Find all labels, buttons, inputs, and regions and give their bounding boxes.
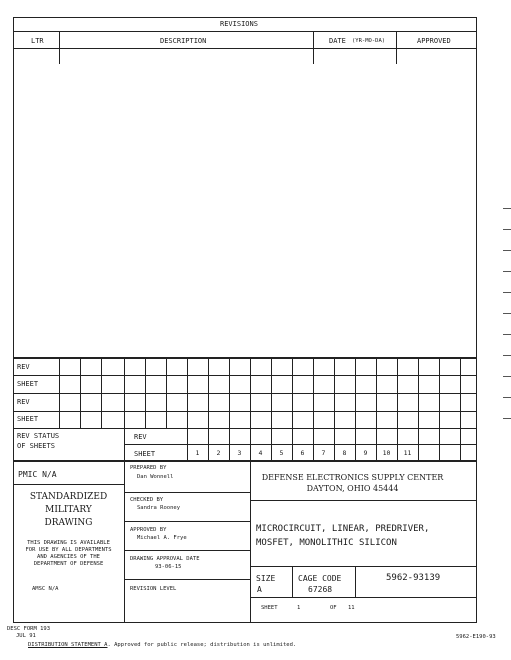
revisions-header-divider xyxy=(13,48,477,49)
edge-tick xyxy=(503,376,511,377)
of-sheets-label: OF SHEETS xyxy=(17,442,55,450)
sheet-number: 10 xyxy=(382,449,391,457)
approval-date-label: DRAWING APPROVAL DATE xyxy=(130,556,200,562)
document-number: 5962-93139 xyxy=(386,573,441,583)
title-block-divider xyxy=(124,579,250,580)
sheet-of-label: SHEET xyxy=(261,605,278,611)
sheet-number: 8 xyxy=(342,449,347,457)
status-grid-row-line xyxy=(13,411,477,412)
revisions-col-divider xyxy=(59,31,60,64)
status-row-label-rev-2: REV xyxy=(17,398,30,406)
sheet-number: 2 xyxy=(216,449,221,457)
sheet-label: SHEET xyxy=(134,450,156,458)
edge-tick xyxy=(503,334,511,335)
title-block-divider xyxy=(124,461,125,623)
status-grid-row-line xyxy=(13,393,477,394)
availability-line: DEPARTMENT OF DEFENSE xyxy=(33,561,104,567)
revisions-header-ltr: LTR xyxy=(31,37,44,45)
of-label: OF xyxy=(330,605,337,611)
distribution-statement xyxy=(28,643,296,649)
title-block-divider xyxy=(355,566,356,597)
sheet-number: 4 xyxy=(258,449,263,457)
sheet-number: 3 xyxy=(237,449,242,457)
rev-status-label: REV STATUS xyxy=(17,432,60,440)
title-block-divider xyxy=(124,492,250,493)
availability-line: THIS DRAWING IS AVAILABLE xyxy=(27,540,110,546)
edge-tick xyxy=(503,313,511,314)
status-grid-frame xyxy=(13,358,477,461)
status-grid-col-line xyxy=(229,358,230,461)
approval-date-value: 93-06-15 xyxy=(155,564,182,570)
status-grid-col-line xyxy=(59,358,60,428)
agency-location: DAYTON, OHIO 45444 xyxy=(306,484,399,493)
checked-by-name: Sandra Rooney xyxy=(137,505,181,511)
of-value: 11 xyxy=(348,605,355,611)
edge-tick xyxy=(503,397,511,398)
status-grid-col-line xyxy=(376,358,377,461)
amsc-label: AMSC N/A xyxy=(32,586,59,592)
status-grid-col-line xyxy=(124,358,125,461)
status-row-label-sheet-1: SHEET xyxy=(17,380,39,388)
form-number: DESC FORM 193 xyxy=(7,626,51,632)
availability-line: FOR USE BY ALL DEPARTMENTS xyxy=(25,547,112,553)
status-grid-col-line xyxy=(355,358,356,461)
status-grid-row-line xyxy=(13,375,477,376)
revisions-col-divider xyxy=(313,31,314,64)
title-block-divider xyxy=(250,566,477,567)
prepared-by-name: Dan Wonnell xyxy=(137,474,174,480)
status-grid-col-line xyxy=(313,358,314,461)
status-grid-row-line xyxy=(124,444,477,445)
cage-code-label: CAGE CODE xyxy=(298,574,342,583)
sheet-number: 1 xyxy=(195,449,200,457)
rev-label: REV xyxy=(134,433,147,441)
revisions-header-date: DATE xyxy=(329,37,346,45)
status-grid-col-line xyxy=(460,358,461,461)
cage-code-value: 67268 xyxy=(308,585,333,594)
edge-tick xyxy=(503,208,511,209)
standardized-label: STANDARDIZED xyxy=(29,492,108,502)
sheet-number: 6 xyxy=(300,449,305,457)
title-block-divider xyxy=(124,521,250,522)
approved-by-label: APPROVED BY xyxy=(130,527,167,533)
title-block-divider xyxy=(250,597,477,598)
distribution-statement-label: DISTRIBUTION STATEMENT A xyxy=(28,642,108,648)
sheet-number: 11 xyxy=(403,449,412,457)
drawing-label: DRAWING xyxy=(44,518,93,528)
status-grid-col-line xyxy=(208,358,209,461)
drawing-title-line: MICROCIRCUIT, LINEAR, PREDRIVER, xyxy=(256,524,430,534)
status-row-label-sheet-2: SHEET xyxy=(17,415,39,423)
status-grid-col-line xyxy=(334,358,335,461)
status-grid-row-line xyxy=(13,428,477,429)
status-grid-col-line xyxy=(250,358,251,461)
revisions-frame xyxy=(13,17,477,358)
status-grid-col-line xyxy=(418,358,419,461)
edge-tick xyxy=(503,271,511,272)
pmic-label: PMIC N/A xyxy=(18,470,57,479)
title-block-divider xyxy=(13,484,124,485)
revisions-title: REVISIONS xyxy=(220,20,258,28)
agency-name: DEFENSE ELECTRONICS SUPPLY CENTER xyxy=(261,473,444,482)
prepared-by-label: PREPARED BY xyxy=(130,465,167,471)
revisions-header-date-format: (YR-MO-DA) xyxy=(352,38,386,44)
status-row-label-rev-1: REV xyxy=(17,363,30,371)
revision-level-label: REVISION LEVEL xyxy=(130,586,177,592)
military-label: MILITARY xyxy=(45,505,92,515)
status-grid-col-line xyxy=(397,358,398,461)
distribution-statement-text: . Approved for public release; distribution is unlimited. xyxy=(107,642,297,648)
revisions-col-divider xyxy=(396,31,397,64)
size-label: SIZE xyxy=(256,574,276,583)
status-grid-col-line xyxy=(145,358,146,428)
status-grid-col-line xyxy=(80,358,81,428)
edge-tick xyxy=(503,229,511,230)
availability-line: AND AGENCIES OF THE xyxy=(37,554,100,560)
revisions-header-approved: APPROVED xyxy=(417,37,451,45)
sheet-number: 9 xyxy=(363,449,368,457)
title-block-divider xyxy=(250,500,477,501)
status-grid-col-line xyxy=(187,358,188,461)
form-date: JUL 91 xyxy=(16,633,36,639)
title-block-divider xyxy=(124,550,250,551)
revisions-title-divider xyxy=(13,31,477,32)
size-value: A xyxy=(257,585,262,594)
drawing-title-line: MOSFET, MONOLITHIC SILICON xyxy=(256,538,397,548)
status-grid-col-line xyxy=(292,358,293,461)
status-grid-col-line xyxy=(439,358,440,461)
checked-by-label: CHECKED BY xyxy=(130,497,164,503)
sheet-number: 7 xyxy=(321,449,326,457)
status-grid-col-line xyxy=(101,358,102,428)
revisions-header-description: DESCRIPTION xyxy=(160,37,207,45)
edge-tick xyxy=(503,355,511,356)
status-grid-col-line xyxy=(271,358,272,461)
sheet-of-value: 1 xyxy=(297,605,301,611)
status-grid-col-line xyxy=(166,358,167,428)
sheet-number: 5 xyxy=(279,449,284,457)
edge-tick xyxy=(503,292,511,293)
title-block-divider xyxy=(292,566,293,597)
footer-code: 5962-E190-93 xyxy=(456,634,496,640)
approved-by-name: Michael A. Frye xyxy=(137,535,187,541)
edge-tick xyxy=(503,418,511,419)
edge-tick xyxy=(503,250,511,251)
